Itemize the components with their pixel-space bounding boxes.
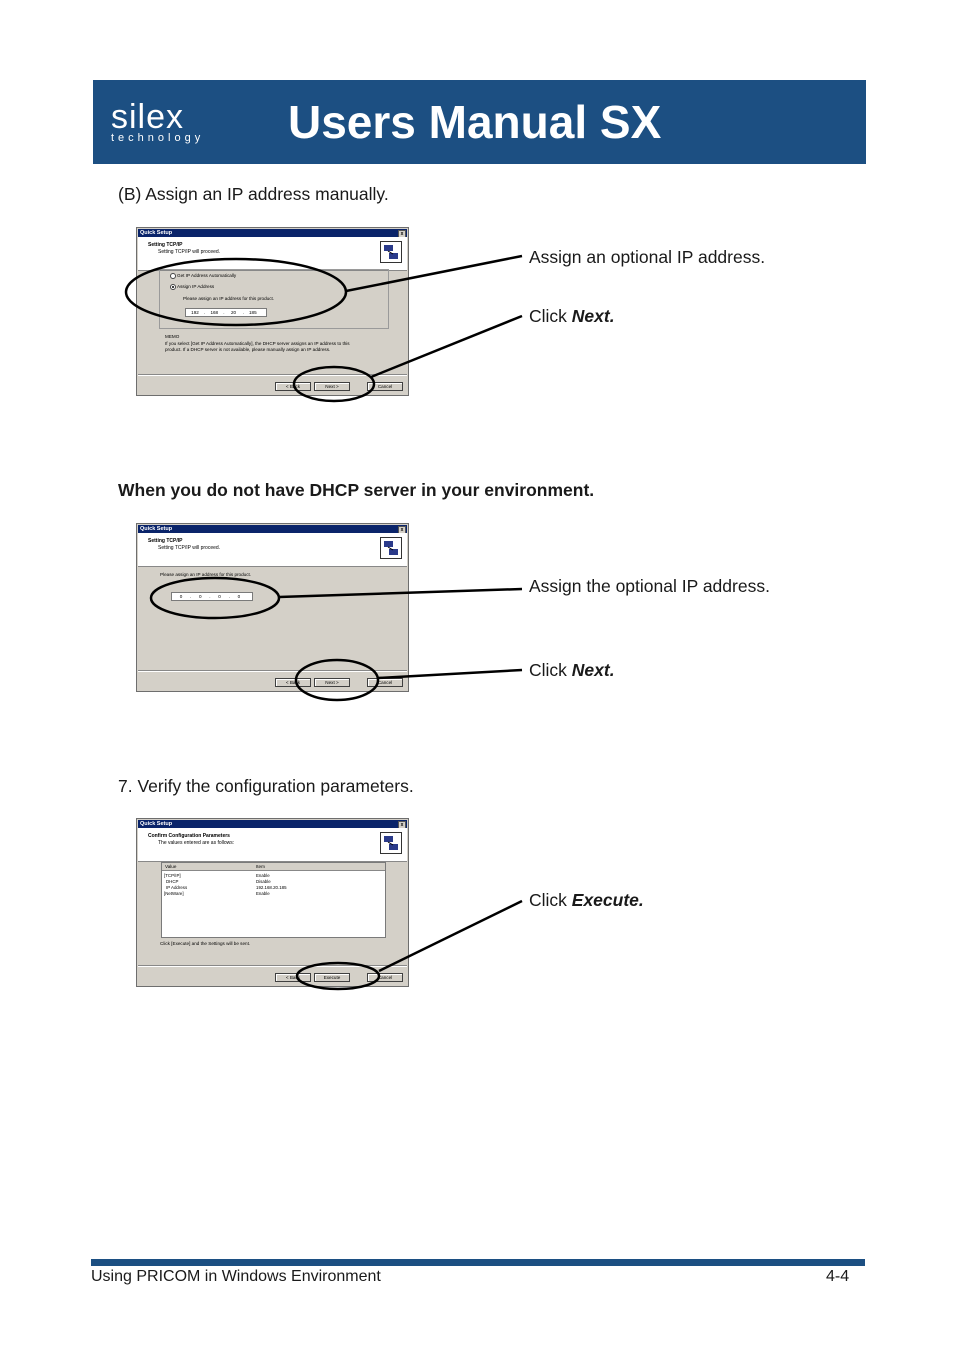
callout-click-next-2: Click Next. (529, 660, 615, 680)
radio-manual-label: Assign IP Address (177, 284, 215, 289)
table-row: DHCP Disable (166, 879, 271, 884)
execute-button[interactable]: Execute (314, 973, 350, 982)
network-printer-icon (380, 537, 402, 559)
dialog-header-title: Confirm Configuration Parameters (148, 833, 230, 839)
callout-assign-ip-1: Assign an optional IP address. (529, 247, 766, 267)
memo-line-1: If you select [Get IP Address Automatically], the DHCP server assigns an IP address to this (165, 341, 350, 346)
callout-assign-ip-2: Assign the optional IP address. (529, 576, 770, 596)
section-b-heading: (B) Assign an IP address manually. (118, 184, 389, 204)
ip-address-input[interactable]: 0 . 0 . 0 . 0 (171, 592, 253, 601)
header-banner (93, 80, 866, 164)
dialog-header-title: Setting TCP/IP (148, 242, 183, 248)
table-row: [NetWare] Enable (164, 891, 270, 896)
logo-word: silex (111, 98, 185, 136)
config-table[interactable] (161, 862, 386, 938)
dialog-header (138, 533, 407, 567)
dialog-separator (138, 965, 407, 967)
callout-click-next-1: Click Next. (529, 306, 615, 326)
dialog-header (138, 828, 407, 862)
execute-note: Click [Execute] and the Settings will be sent. (160, 941, 251, 946)
col-item: Item (256, 864, 265, 869)
dialog-title-bar: Quick Setup x (138, 229, 407, 237)
network-printer-icon (380, 832, 402, 854)
next-button[interactable]: Next > (314, 382, 350, 391)
footer-chapter: Using PRICOM in Windows Environment (91, 1268, 381, 1285)
col-value: Value (165, 864, 177, 869)
dialog-separator (138, 374, 407, 376)
dialog-setting-tcpip-2 (136, 523, 409, 692)
radio-manual-ip[interactable] (170, 284, 176, 290)
radio-auto-ip[interactable] (170, 273, 176, 279)
dialog-confirm-config (136, 818, 409, 987)
close-icon[interactable]: x (398, 821, 406, 829)
ip-prompt: Please assign an IP address for this product. (160, 572, 252, 577)
dialog-header-title: Setting TCP/IP (148, 538, 183, 544)
network-printer-icon (380, 241, 402, 263)
dialog-title-bar: Quick Setup x (138, 525, 407, 533)
nodhcp-heading: When you do not have DHCP server in your environment. (118, 480, 595, 500)
table-row: [TCP/IP] Enable (164, 873, 270, 878)
back-button[interactable]: < Back (275, 973, 311, 982)
dialog-separator (138, 670, 407, 672)
table-header (162, 863, 385, 871)
cancel-button[interactable]: Cancel (367, 973, 403, 982)
close-icon[interactable]: x (398, 230, 406, 238)
dialog-setting-tcpip-1 (136, 227, 409, 396)
back-button[interactable]: < Back (275, 382, 311, 391)
close-icon[interactable]: x (398, 526, 406, 534)
dialog-header-sub: Setting TCP/IP will proceed. (158, 545, 221, 551)
verify-heading: 7. Verify the configuration parameters. (118, 776, 414, 796)
page-title: Users Manual SX (288, 96, 662, 148)
ip-address-input[interactable]: 192 . 168 . 20 . 185 (185, 308, 267, 317)
memo-line-2: product. If a DHCP server is not available, please manually assign an IP address. (165, 347, 331, 352)
back-button[interactable]: < Back (275, 678, 311, 687)
page-number: 4-4 (826, 1268, 850, 1285)
cancel-button[interactable]: Cancel (367, 382, 403, 391)
dialog-header-sub: Setting TCP/IP will proceed. (158, 249, 221, 255)
footer-bar (91, 1259, 865, 1266)
memo-label: MEMO (165, 334, 180, 339)
cancel-button[interactable]: Cancel (367, 678, 403, 687)
table-row: IP Address 192.168.20.185 (166, 885, 287, 890)
dialog-header-sub: The values entered are as follows: (158, 840, 235, 846)
radio-auto-label: Get IP Address Automatically (177, 273, 237, 278)
silex-logo (111, 98, 205, 144)
next-button[interactable]: Next > (314, 678, 350, 687)
dialog-title-bar: Quick Setup x (138, 820, 407, 828)
logo-sub: technology (111, 132, 205, 144)
ip-prompt: Please assign an IP address for this product. (183, 296, 275, 301)
callout-click-execute: Click Execute. (529, 890, 644, 910)
dialog-header (138, 237, 407, 271)
